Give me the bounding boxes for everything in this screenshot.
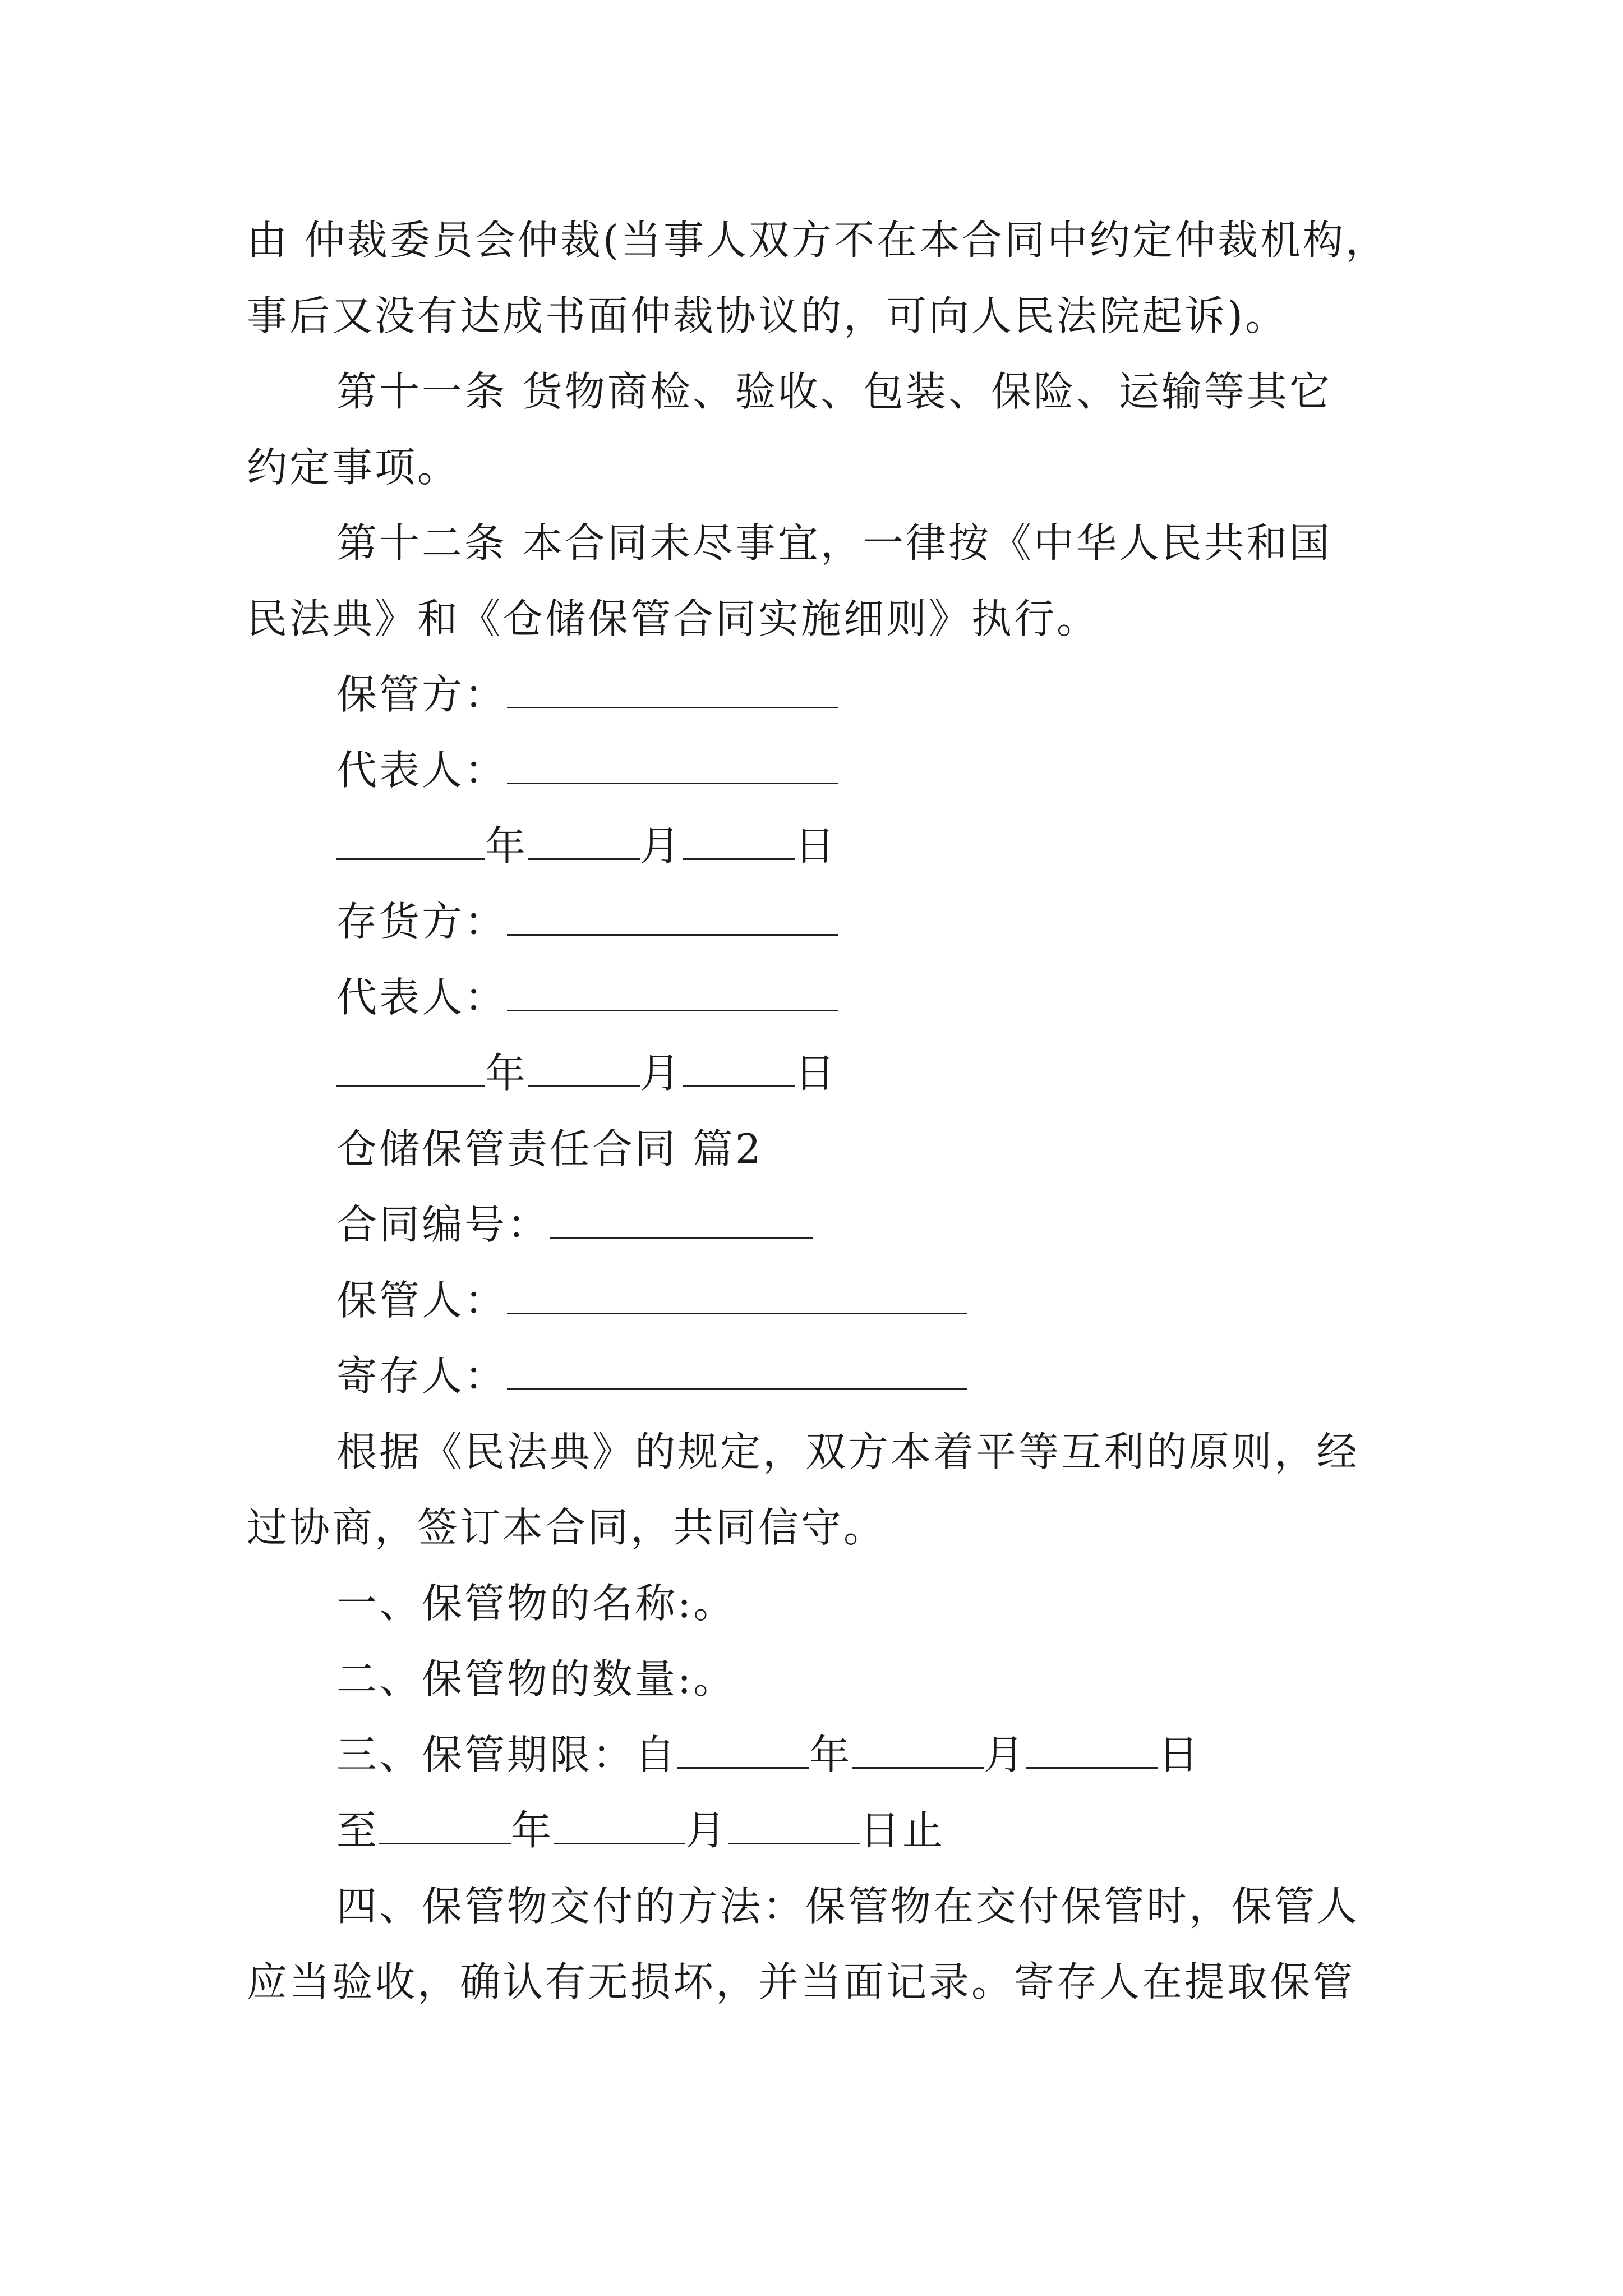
representative-signature-line (336, 743, 838, 797)
depositor-label: 寄存人： (336, 1352, 508, 1400)
month-label: 月 (685, 1807, 728, 1854)
day-label: 日 (795, 822, 838, 869)
year-label: 年 (809, 1731, 852, 1778)
year-label: 年 (485, 822, 528, 869)
intro-line: 根据《民法典》的规定，双方本着平等互利的原则，经 (336, 1428, 1360, 1475)
contract-number-blank (550, 1198, 813, 1239)
delivery-method-line: 四、保管物交付的方法：保管物在交付保管时，保管人 (336, 1883, 1360, 1930)
keeper-line (336, 1273, 967, 1327)
representative-signature-line (336, 970, 838, 1024)
month-blank (528, 1046, 640, 1087)
month-blank (554, 1803, 685, 1844)
depositor-blank (507, 895, 838, 936)
date-line (336, 1046, 837, 1100)
day-label: 日 (1158, 1731, 1201, 1778)
representative-label: 代表人： (336, 974, 508, 1021)
day-label: 日 (795, 1050, 838, 1097)
paragraph-line: 由 仲裁委员会仲裁(当事人双方不在本合同中约定仲裁机构， (247, 217, 1388, 264)
delivery-method-line: 应当验收，确认有无损坏，并当面记录。寄存人在提取保管 (247, 1958, 1355, 2005)
year-blank (336, 819, 485, 860)
storage-period-start (336, 1728, 1201, 1782)
year-blank (677, 1728, 809, 1769)
month-blank (852, 1728, 984, 1769)
keeper-label: 保管方： (336, 671, 508, 718)
period-label: 三、保管期限：自 (336, 1731, 678, 1778)
day-blank (683, 819, 795, 860)
year-label: 年 (511, 1807, 554, 1854)
month-label: 月 (640, 1050, 683, 1097)
keeper-signature-line (336, 668, 838, 721)
keeper-blank (507, 668, 838, 708)
year-blank (379, 1803, 511, 1844)
to-label: 至 (336, 1807, 380, 1854)
date-line (336, 819, 837, 873)
day-end-label: 日止 (860, 1807, 946, 1854)
keeper-blank (507, 1273, 967, 1314)
depositor-line (336, 1349, 967, 1403)
month-label: 月 (984, 1731, 1027, 1778)
item-name: 一、保管物的名称:。 (336, 1580, 736, 1627)
item-quantity: 二、保管物的数量:。 (336, 1655, 736, 1703)
intro-line: 过协商，签订本合同，共同信守。 (247, 1504, 887, 1551)
month-blank (528, 819, 640, 860)
paragraph-line: 事后又没有达成书面仲裁协议的，可向人民法院起诉)。 (247, 292, 1288, 339)
section-title: 仓储保管责任合同 篇2 (336, 1125, 763, 1172)
contract-number-label: 合同编号： (336, 1201, 550, 1248)
paragraph-line: 约定事项。 (247, 444, 460, 491)
day-blank (683, 1046, 795, 1087)
month-label: 月 (640, 822, 683, 869)
depositor-signature-line (336, 895, 838, 949)
representative-blank (507, 743, 838, 784)
day-blank (728, 1803, 860, 1844)
representative-blank (507, 970, 838, 1011)
contract-number-line (336, 1198, 813, 1251)
day-blank (1026, 1728, 1158, 1769)
paragraph-line: 民法典》和《仓储保管合同实施细则》执行。 (247, 595, 1100, 642)
depositor-label: 存货方： (336, 898, 508, 945)
article-11: 第十一条 货物商检、验收、包装、保险、运输等其它 (336, 368, 1332, 415)
keeper-label: 保管人： (336, 1277, 508, 1324)
year-blank (336, 1046, 485, 1087)
year-label: 年 (485, 1050, 528, 1097)
storage-period-end (336, 1803, 945, 1857)
depositor-blank (507, 1349, 967, 1390)
representative-label: 代表人： (336, 747, 508, 794)
article-12: 第十二条 本合同未尽事宜，一律按《中华人民共和国 (336, 519, 1332, 567)
